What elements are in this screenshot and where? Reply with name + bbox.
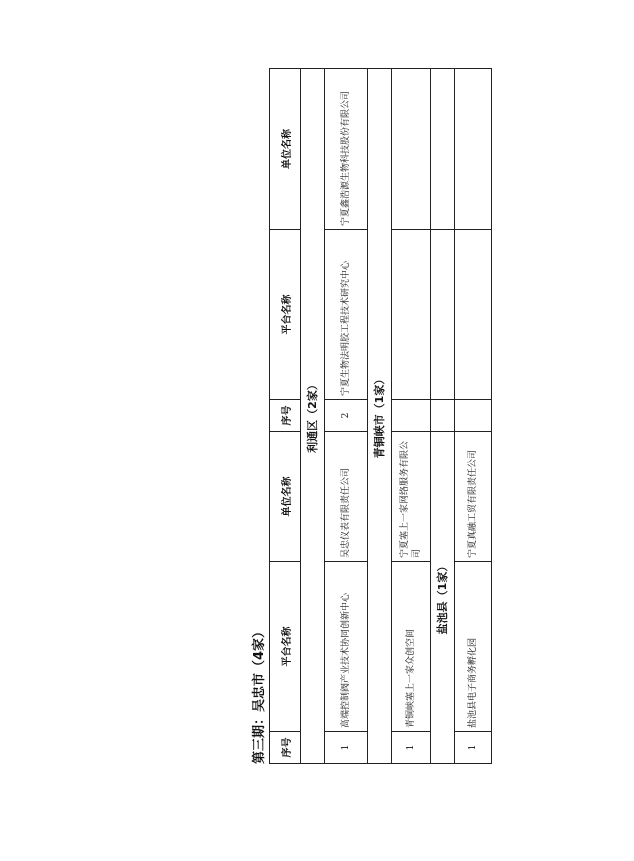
rotated-page bbox=[252, 69, 504, 764]
empty-cell bbox=[392, 230, 431, 400]
empty-cell bbox=[455, 69, 492, 230]
header-no-1: 序号 bbox=[270, 732, 301, 764]
group-row-qingtongxia bbox=[368, 69, 392, 764]
empty-cell bbox=[431, 69, 455, 230]
platform-table bbox=[269, 68, 492, 764]
group-label-yanchi: 盐池县（1家） bbox=[431, 432, 455, 764]
row-unit: 宁夏真融工贸有限责任公司 bbox=[455, 432, 492, 562]
row-platform: 高端控制阀产业技术协同创新中心 bbox=[325, 562, 368, 732]
row-no: 1 bbox=[455, 732, 492, 764]
header-platform-2: 平台名称 bbox=[270, 230, 301, 400]
empty-cell bbox=[431, 230, 455, 400]
row-unit: 吴忠仪表有限责任公司 bbox=[325, 432, 368, 562]
row-unit: 宁夏塞上一家网络服务有限公司 bbox=[392, 432, 431, 562]
row-no: 2 bbox=[325, 400, 368, 432]
group-label-liton: 利通区（2家） bbox=[301, 69, 325, 764]
row-no: 1 bbox=[325, 732, 368, 764]
empty-cell bbox=[392, 400, 431, 432]
row-platform: 青铜峡塞上一家众创空间 bbox=[392, 562, 431, 732]
empty-cell bbox=[455, 230, 492, 400]
row-platform: 盐池县电子商务孵化园 bbox=[455, 562, 492, 732]
table-row bbox=[455, 69, 492, 764]
table-row bbox=[392, 69, 431, 764]
empty-cell bbox=[455, 400, 492, 432]
group-row-yanchi bbox=[431, 69, 455, 764]
header-no-2: 序号 bbox=[270, 400, 301, 432]
row-no: 1 bbox=[392, 732, 431, 764]
table-row bbox=[325, 69, 368, 764]
empty-cell bbox=[431, 400, 455, 432]
table-header-row bbox=[270, 69, 301, 764]
row-unit: 宁夏鑫浩源生物科技股份有限公司 bbox=[325, 69, 368, 230]
empty-cell bbox=[392, 69, 431, 230]
row-platform: 宁夏生物法明胶工程技术研究中心 bbox=[325, 230, 368, 400]
group-row-liton bbox=[301, 69, 325, 764]
header-platform-1: 平台名称 bbox=[270, 562, 301, 732]
header-unit-1: 单位名称 bbox=[270, 432, 301, 562]
section-heading: 第三期：吴忠市（4家） bbox=[252, 624, 267, 764]
group-label-qingtongxia: 青铜峡市（1家） bbox=[368, 69, 392, 764]
header-unit-2: 单位名称 bbox=[270, 69, 301, 230]
